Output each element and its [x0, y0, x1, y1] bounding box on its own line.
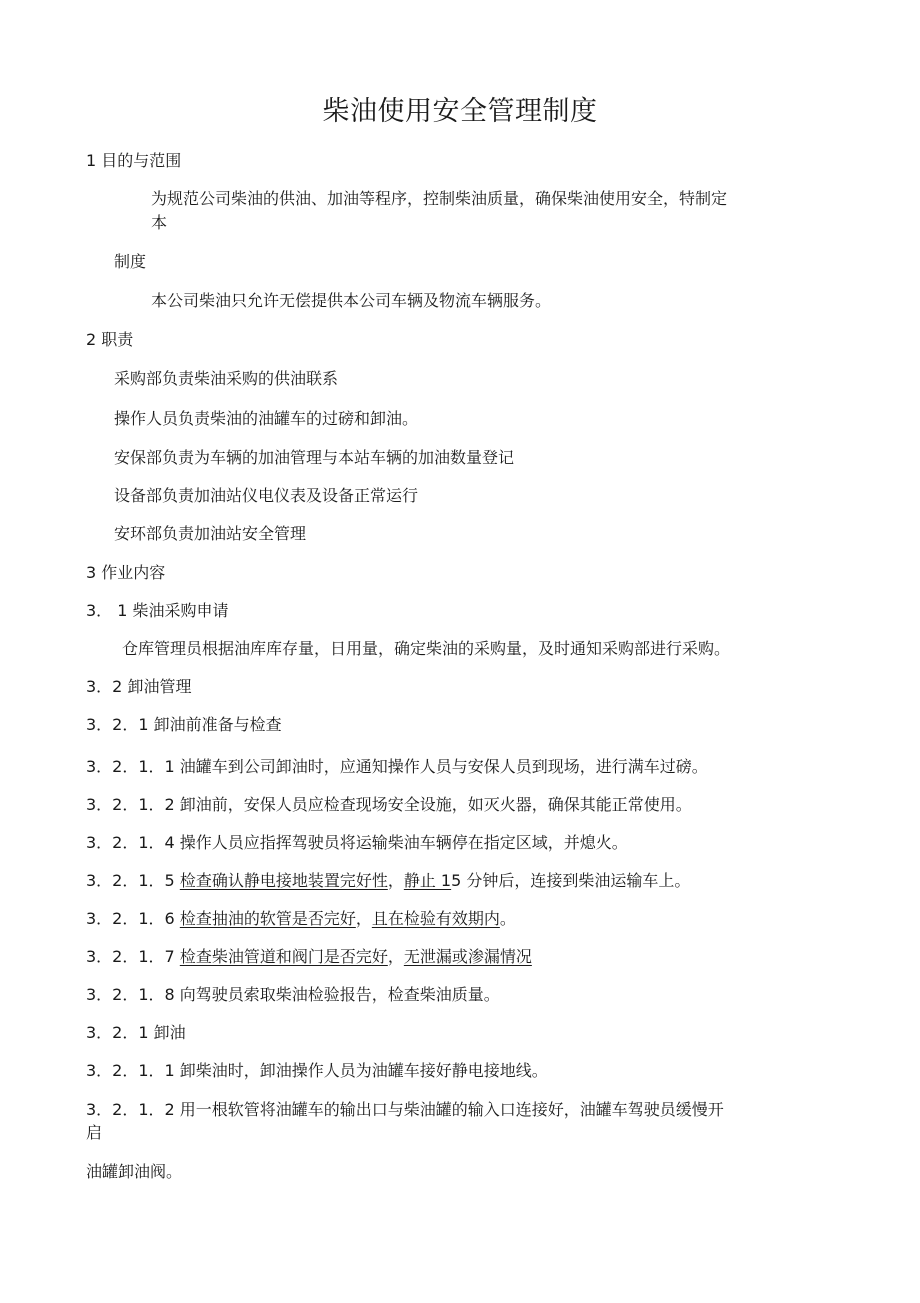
section-1-paragraph-line-2: 本: [151, 213, 168, 232]
clause-3-2-1-2: 3．2．1．2 卸油前，安保人员应检查现场安全设施，如灭火器，确保其能正常使用。: [86, 795, 692, 814]
section-1-paragraph-line-1: 为规范公司柴油的供油、加油等程序，控制柴油质量，确保柴油使用安全，特制定: [151, 189, 728, 208]
clause-3-2-1-6: [86, 908, 516, 930]
underlined-text: 无泄漏或渗漏情况: [403, 947, 532, 966]
section-1-paragraph-2: 本公司柴油只允许无偿提供本公司车辆及物流车辆服务。: [151, 291, 552, 310]
underlined-text: 且在检验有效期内: [371, 909, 500, 928]
section-2-heading: 2 职责: [86, 330, 134, 349]
document-title: 柴油使用安全管理制度: [322, 96, 598, 127]
clause-text: ，: [387, 871, 404, 890]
clause-text: ，: [387, 947, 404, 966]
section-3-2-heading: 3．2 卸油管理: [86, 677, 192, 696]
section-2-item: 安环部负责加油站安全管理: [114, 524, 307, 543]
section-3-1-paragraph: 仓库管理员根据油库库存量，日用量，确定柴油的采购量，及时通知采购部进行采购。: [122, 639, 731, 658]
clause-unloading-2-line-1: 3．2．1．2 用一根软管将油罐车的输出口与柴油罐的输入口连接好，油罐车驾驶员缓慢开: [86, 1100, 724, 1119]
section-3-heading: 3 作业内容: [86, 563, 166, 582]
section-3-2-1-heading: 3．2．1 卸油前准备与检查: [86, 715, 282, 734]
underlined-text: 静止 1: [403, 871, 452, 890]
clause-number: 3．2．1．5: [86, 871, 180, 890]
clause-3-2-1-8: 3．2．1．8 向驾驶员索取柴油检验报告，检查柴油质量。: [86, 985, 500, 1004]
clause-text: 5 分钟后，连接到柴油运输车上。: [451, 871, 691, 890]
clause-text: ，: [355, 909, 372, 928]
clause-3-2-1-7: [86, 946, 532, 968]
clause-number: 3．2．1．7: [86, 947, 180, 966]
clause-number: 3．2．1．6: [86, 909, 180, 928]
underlined-text: 检查柴油管道和阀门是否完好: [179, 947, 388, 966]
section-2-item: 操作人员负责柴油的油罐车的过磅和卸油。: [114, 409, 419, 428]
clause-3-2-1-1: 3．2．1．1 油罐车到公司卸油时，应通知操作人员与安保人员到现场，进行满车过磅。: [86, 757, 708, 776]
underlined-text: 检查抽油的软管是否完好: [179, 909, 356, 928]
section-2-item: 设备部负责加油站仪电仪表及设备正常运行: [114, 486, 419, 505]
section-1-heading: 1 目的与范围: [86, 151, 182, 170]
section-2-item: 采购部负责柴油采购的供油联系: [114, 369, 339, 388]
section-3-1-heading: 3． 1 柴油采购申请: [86, 601, 229, 620]
section-2-item: 安保部负责为车辆的加油管理与本站车辆的加油数量登记: [114, 448, 515, 467]
clause-text: 。: [499, 909, 516, 928]
clause-unloading-2-line-3: 油罐卸油阀。: [86, 1162, 183, 1181]
clause-3-2-1-5: [86, 870, 690, 892]
clause-3-2-1-4: 3．2．1．4 操作人员应指挥驾驶员将运输柴油车辆停在指定区域，并熄火。: [86, 833, 628, 852]
underlined-text: 检查确认静电接地装置完好性: [179, 871, 388, 890]
clause-unloading-2-line-2: 启: [86, 1123, 103, 1142]
section-1-paragraph-line-3: 制度: [114, 252, 147, 271]
section-3-2-1-unloading-heading: 3．2．1 卸油: [86, 1023, 186, 1042]
clause-unloading-1: 3．2．1．1 卸柴油时，卸油操作人员为油罐车接好静电接地线。: [86, 1061, 548, 1080]
